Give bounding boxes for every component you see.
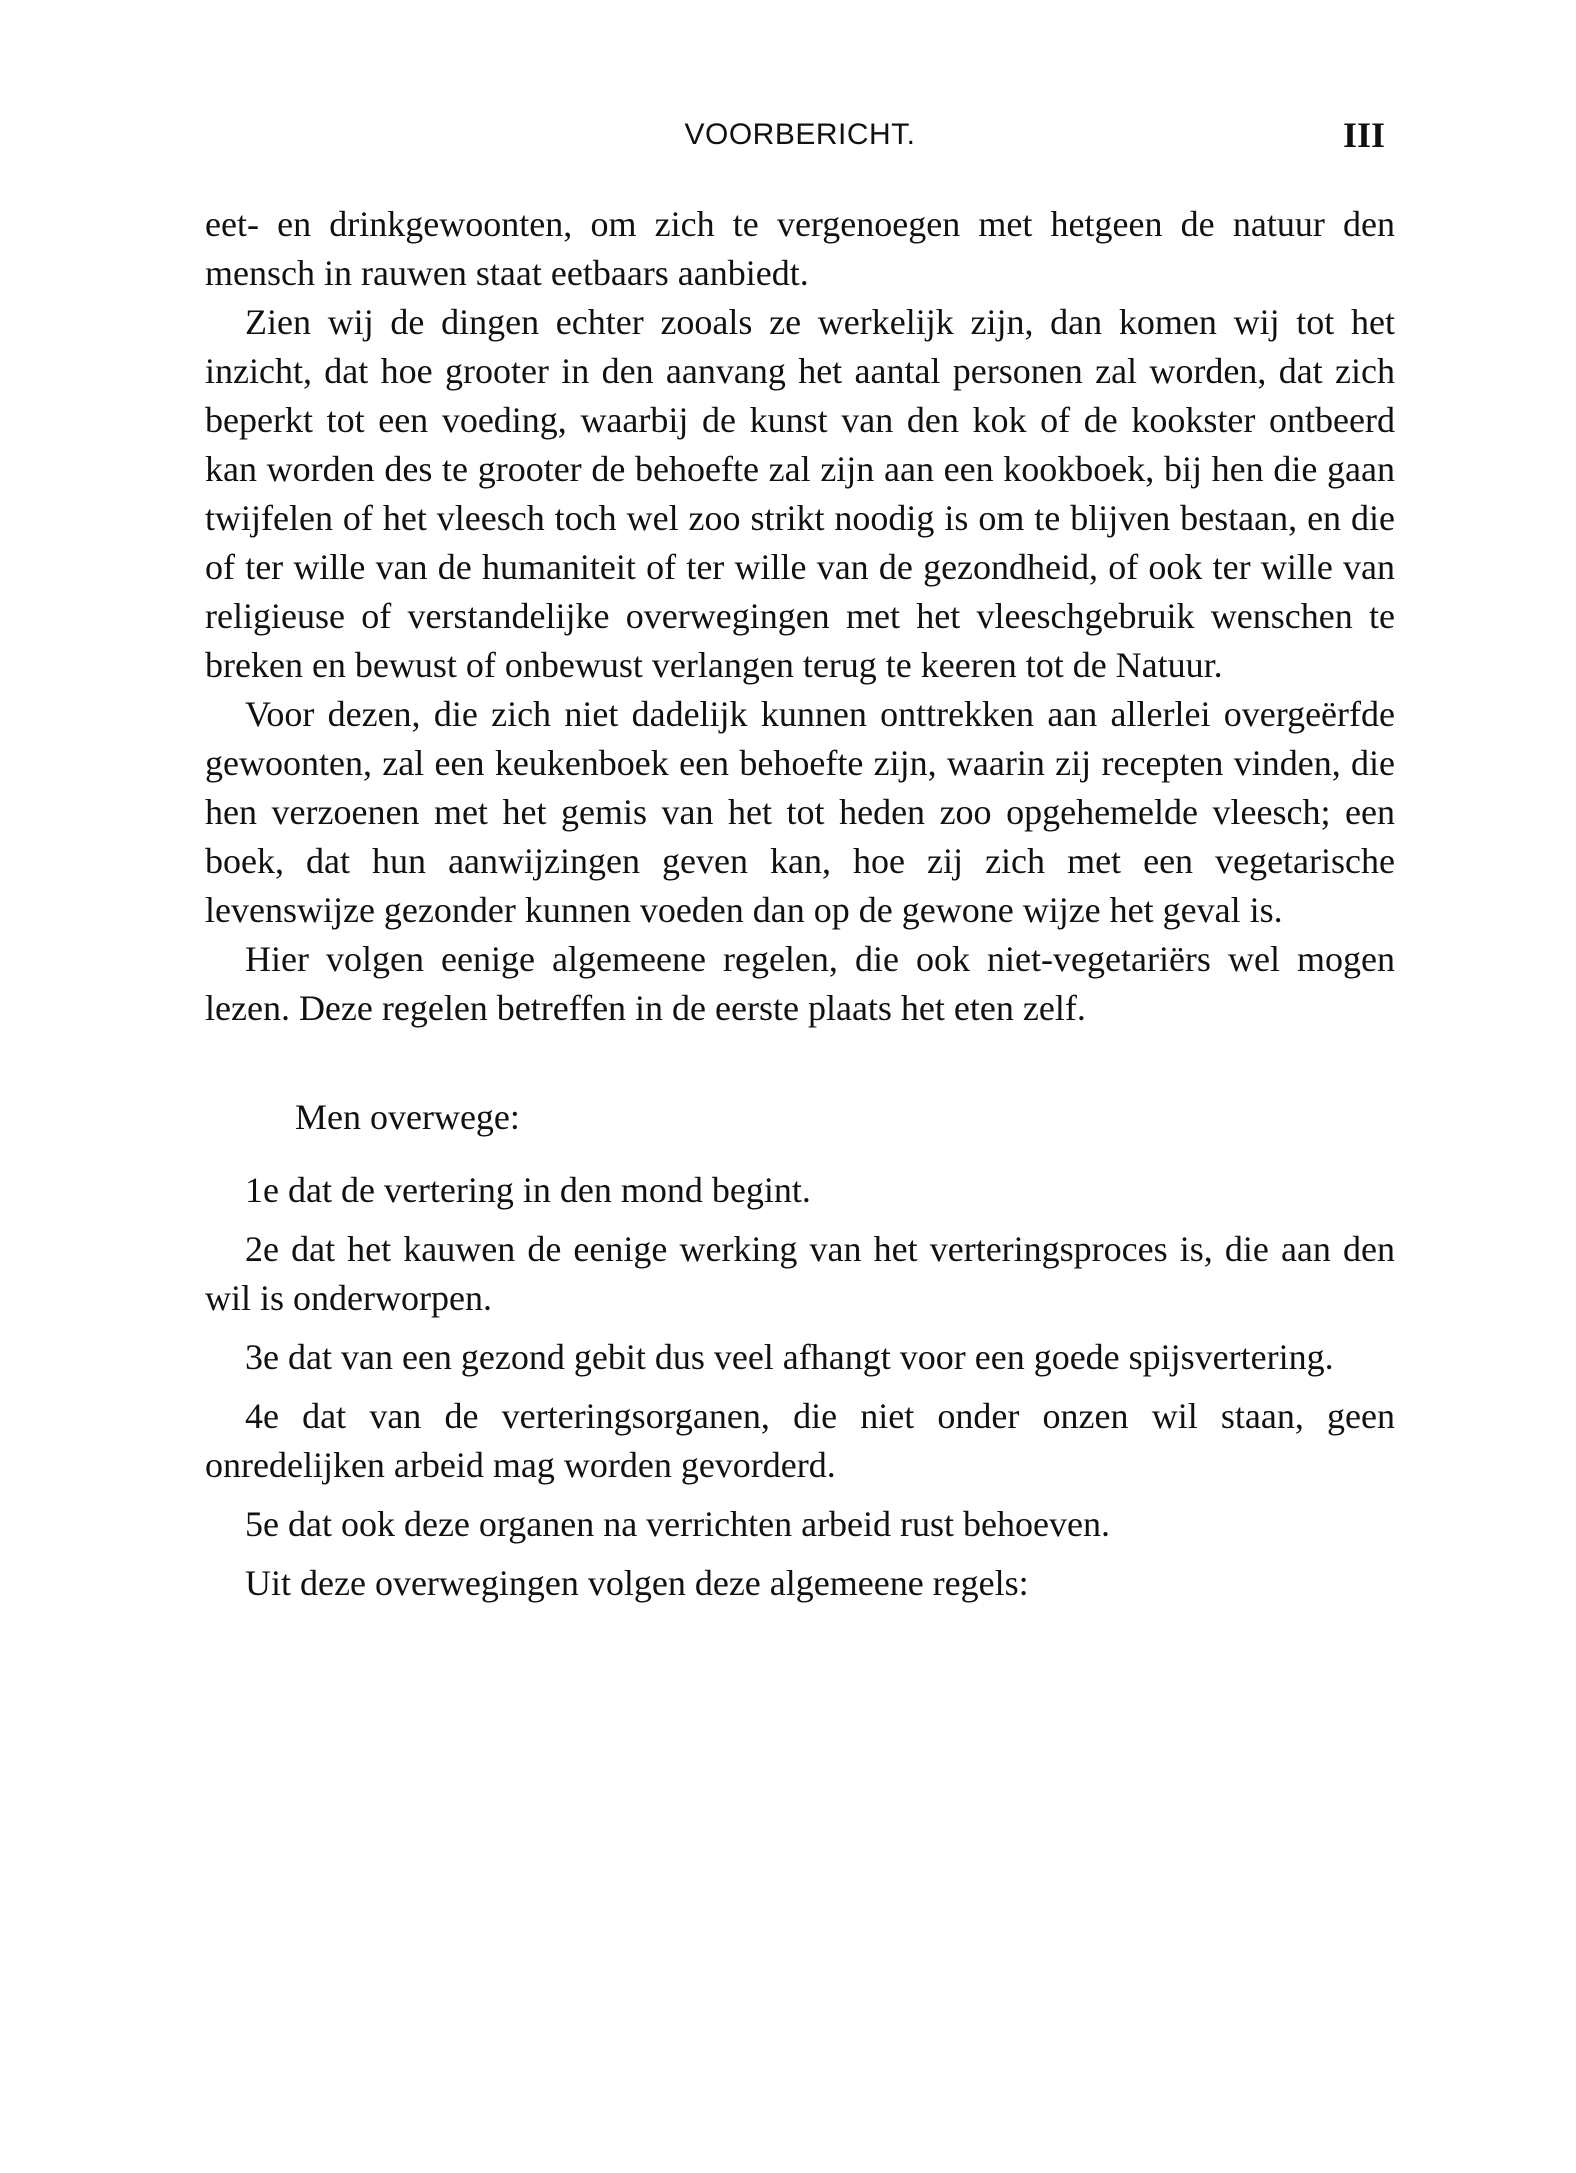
lead-in-heading: Men overwege:: [295, 1097, 520, 1137]
consideration-item: 2e dat het kauwen de eenige werking van het verteringsproces is, die aan den wil is onderworpen.: [205, 1229, 1395, 1318]
consideration-item: 4e dat van de verteringsorganen, die niet onder onzen wil staan, geen onredelijken arbeid mag worden gevorderd.: [205, 1396, 1395, 1485]
running-title: VOORBERICHT.: [684, 118, 916, 151]
paragraph-general-rules: Hier volgen eenige algemeene regelen, die ook niet-vegetariërs wel mogen lezen. Deze regelen betreffen in de eerste plaats het eten zelf.: [205, 939, 1395, 1028]
closing-line: Uit deze overwegingen volgen deze algemeene regels:: [245, 1563, 1029, 1603]
consideration-item: 5e dat ook deze organen na verrichten arbeid rust behoeven.: [245, 1504, 1110, 1544]
consideration-item: 3e dat van een gezond gebit dus veel afhangt voor een goede spijsvertering.: [245, 1337, 1334, 1377]
page-number: III: [1342, 115, 1385, 155]
page-body: [205, 200, 1395, 1608]
consideration-item: 1e dat de vertering in den mond begint.: [245, 1170, 811, 1210]
paragraph-for-these: Voor dezen, die zich niet dadelijk kunnen onttrekken aan allerlei overgeërfde gewoonten, zal een keukenboek een behoefte zijn, waarin zij recepten vinden, die hen verzoenen met het gemis van het tot heden zoo opgehemelde vleesch; een boek, dat hun aanwijzingen geven kan, hoe zij zich met een vegetarische levenswijze gezonder kunnen voeden dan op de gewone wijze het geval is.: [205, 694, 1395, 930]
paragraph-cookbook-need: Zien wij de dingen echter zooals ze werkelijk zijn, dan komen wij tot het inzicht, dat hoe grooter in den aanvang het aantal personen zal worden, dat zich beperkt tot een voeding, waarbij de kunst van den kok of de kookster ontbeerd kan worden des te grooter de behoefte zal zijn aan een kookboek, bij hen die gaan twijfelen of het vleesch toch wel zoo strikt noodig is om te blijven bestaan, en die of ter wille van de humaniteit of ter wille van de gezondheid, of ook ter wille van religieuse of verstandelijke overwegingen met het vleeschgebruik wenschen te breken en bewust of onbewust verlangen terug te keeren tot de Natuur.: [205, 302, 1395, 685]
running-head: [205, 110, 1395, 160]
paragraph-continuation: eet- en drinkgewoonten, om zich te vergenoegen met hetgeen de natuur den mensch in rauwen staat eetbaars aanbiedt.: [205, 204, 1395, 293]
